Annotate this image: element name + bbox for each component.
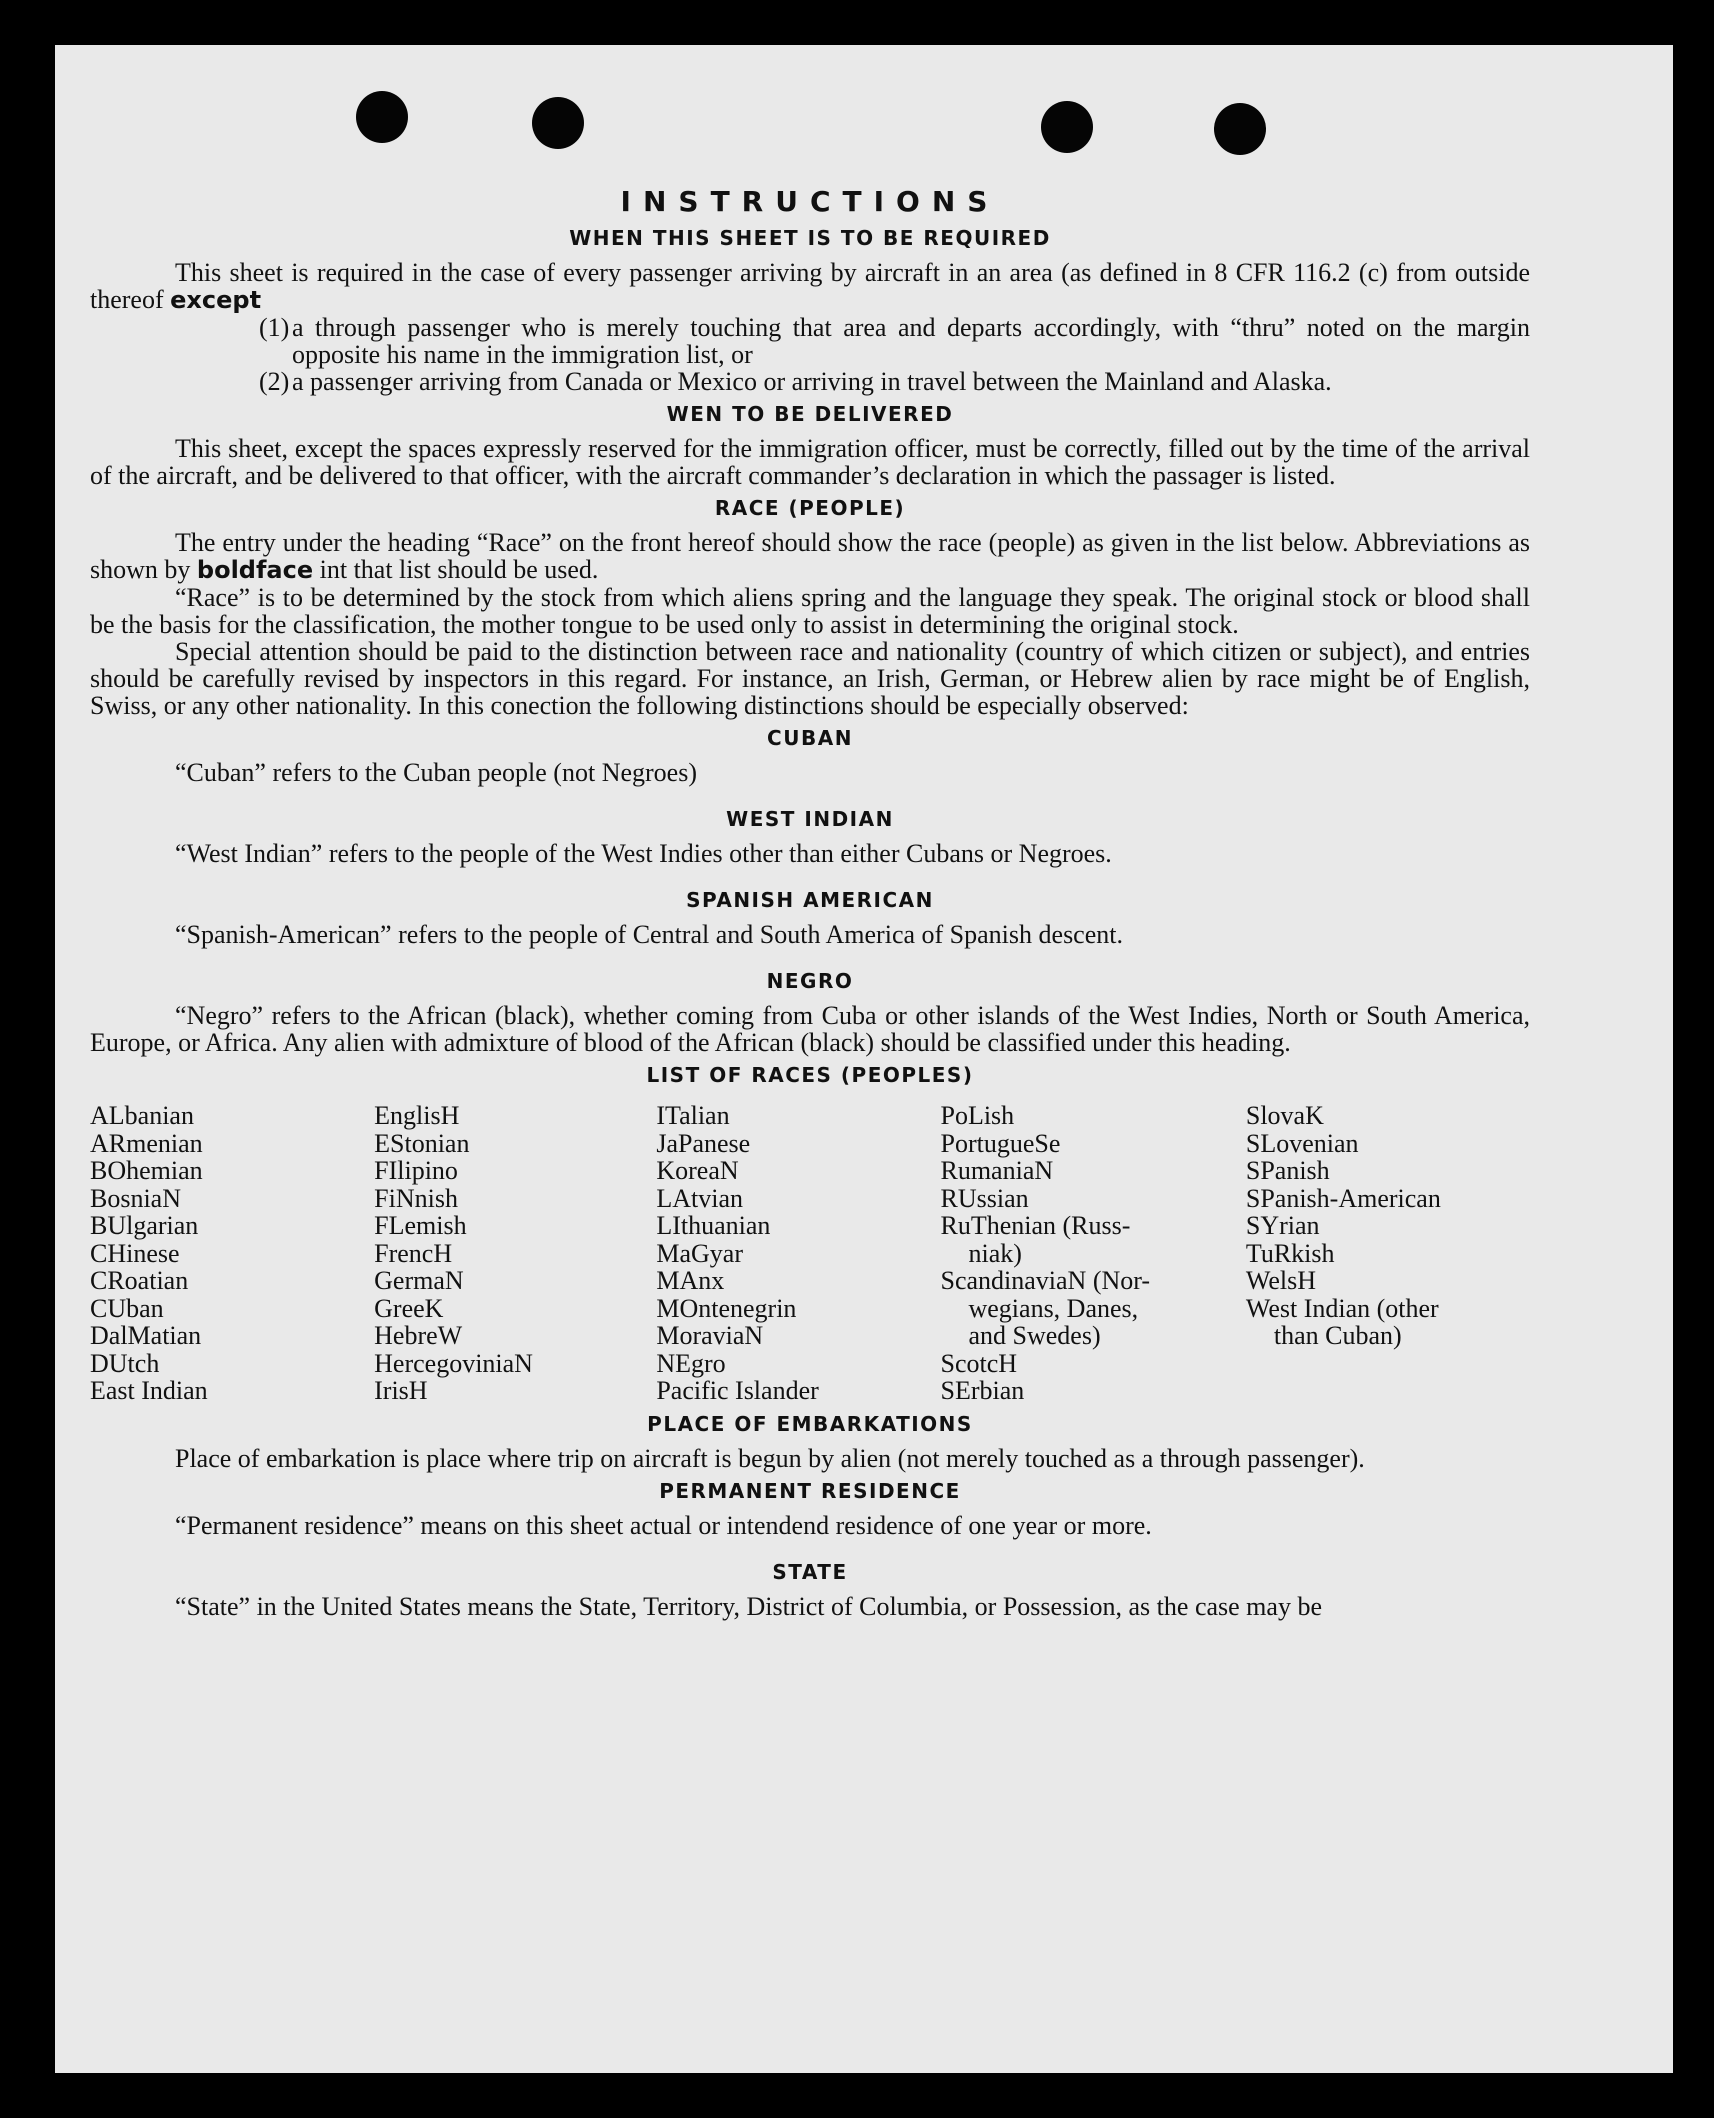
race-entry: CRoatian [90,1266,189,1295]
race-paragraph-2: “Race” is to be determined by the stock from which aliens spring and the language they speak. The original stock or blood shall be the basis for the classification, the mother tongue to be used only to assist in determining the original stock. [90,583,1530,639]
negro-text: “Negro” refers to the African (black), whether coming from Cuba or other islands of the West Indies, North or South America, Europe, or Africa. Any alien with admixture of blood of the African (black) should be classified under this heading. [90,1001,1530,1057]
spanish-american-text: “Spanish-American” refers to the people of Central and South America of Spanish descent. [175,920,1123,949]
race-entry: HebreW [374,1321,463,1350]
races-column [940,1102,1245,1405]
race-entry: WelsH [1245,1266,1316,1295]
race-entry: FiNnish [374,1183,458,1213]
race-entry: CHinese [90,1238,180,1268]
race-entry: PoLish [940,1101,1015,1130]
race-entry: ALbanian [90,1101,194,1130]
section-heading-state: STATE [772,1559,848,1584]
races-column [374,1102,656,1405]
boldface-bold-text: boldface [196,556,314,584]
race-entry: SYrian [1245,1211,1320,1240]
race-paragraph-1-tail: int that list should be used. [319,555,599,584]
races-list [90,1096,1530,1405]
race-entry: SlovaK [1245,1101,1324,1130]
section-heading-when-required: WHEN THIS SHEET IS TO BE REQUIRED [569,226,1051,250]
race-entry: RumaniaN [940,1156,1054,1185]
race-entry: LAtvian [656,1183,743,1213]
race-entry: GreeK [374,1293,444,1323]
race-entry: ScotcH [940,1348,1018,1378]
race-entry: CUban [90,1293,164,1323]
exception-item-number: (2) [259,367,290,396]
punch-hole [532,97,584,149]
state-text: “State” in the United States means the State, Territory, District of Columbia, or Possession, as the case may be [175,1591,1322,1621]
section-heading-place-of-embarkation: PLACE OF EMBARKATIONS [647,1411,973,1436]
race-entry: GermaN [374,1266,464,1295]
section-heading-negro: NEGRO [766,969,854,993]
race-entry: NEgro [656,1348,726,1378]
west-indian-text: “West Indian” refers to the people of the West Indies other than either Cubans or Negroes. [175,839,1112,868]
race-entry: SErbian [940,1376,1025,1405]
instructions-content [90,185,1530,1620]
exception-item-text: a through passenger who is merely touching that area and departs accordingly, with “thru” noted on the margin opposite his name in the immigration list, or [292,313,1530,369]
race-entry: Pacific Islander [656,1376,819,1405]
document-sheet [55,45,1673,2073]
race-entry: RuThenian (Russ- [940,1211,1131,1240]
race-entry: RUssian [940,1183,1029,1213]
race-paragraph-3: Special attention should be paid to the distinction between race and nationality (country of which citizen or subject), and entries should be carefully revised by inspectors in this regard. For instance, an Irish, German, or Hebrew alien by race might be of English, Swiss, or any other nationality. In this conection the following distinctions should be especially observed: [90,637,1530,720]
exception-item-number: (1) [259,313,290,342]
section-heading-list-of-races: LIST OF RACES (PEOPLES) [646,1063,974,1087]
race-entry: MaGyar [656,1238,743,1268]
races-column [1246,1102,1530,1405]
when-required-text-main: This sheet is required in the case of every passenger arriving by aircraft in an area (as defined in 8 CFR 116.2 (c) from outside thereof [90,258,1530,314]
race-entry: SLovenian [1245,1128,1359,1158]
place-of-embarkation-text: Place of embarkation is place where trip on aircraft is begun by alien (not merely touched as a through passenger). [175,1443,1365,1473]
race-entry: SPanish [1245,1156,1330,1185]
race-entry: KoreaN [656,1156,739,1185]
race-entry-continued: wegians, Danes, [968,1293,1139,1323]
race-entry: LIthuanian [656,1211,771,1240]
race-entry: East Indian [90,1376,208,1405]
race-entry: FLemish [374,1211,467,1240]
race-entry: ScandinaviaN (Nor- [940,1266,1151,1295]
race-entry-continued: niak) [968,1238,1022,1268]
race-entry: MoraviaN [656,1321,764,1350]
section-heading-west-indian: WEST INDIAN [726,807,894,831]
race-entry: MAnx [656,1266,725,1295]
permanent-residence-text: “Permanent residence” means on this sheet actual or intendend residence of one year or more. [175,1510,1152,1540]
section-heading-cuban: CUBAN [767,726,853,750]
race-entry: HercegoviniaN [374,1348,533,1378]
exception-item-text: a passenger arriving from Canada or Mexico or arriving in travel between the Mainland and Alaska. [292,367,1332,396]
except-bold-text: except [170,286,262,314]
race-entry: West Indian (other [1245,1293,1439,1323]
exception-item [90,368,1530,395]
race-entry: IrisH [374,1376,428,1405]
races-column [90,1102,374,1405]
race-paragraph-1 [90,529,1530,584]
exception-item [90,314,1530,368]
section-heading-when-delivered: WEN TO BE DELIVERED [666,402,954,426]
punch-hole [356,91,408,143]
section-heading-race: RACE (PEOPLE) [714,496,906,520]
race-entry-continued: and Swedes) [968,1321,1101,1350]
race-entry: SPanish-American [1245,1183,1441,1213]
race-entry: EStonian [374,1128,470,1158]
race-entry: BUlgarian [90,1211,199,1240]
race-entry: DalMatian [90,1321,202,1350]
punch-hole [1214,103,1266,155]
race-entry: BosniaN [90,1183,181,1213]
race-entry: PortugueSe [940,1128,1061,1158]
race-entry: JaPanese [656,1128,751,1158]
punch-hole [1041,101,1093,153]
section-heading-spanish-american: SPANISH AMERICAN [686,888,934,912]
race-entry: MOntenegrin [656,1293,797,1323]
cuban-text: “Cuban” refers to the Cuban people (not Negroes) [175,758,697,787]
race-entry: FIlipino [374,1156,458,1185]
race-paragraph-1-text: The entry under the heading “Race” on the front hereof should show the race (people) as given in the list below. Abbreviations as shown by [90,528,1530,584]
race-entry: ARmenian [90,1128,203,1158]
race-entry: FrencH [374,1238,453,1268]
page-title: INSTRUCTIONS [620,185,1000,218]
when-delivered-text: This sheet, except the spaces expressly reserved for the immigration officer, must be correctly, filled out by the time of the arrival of the aircraft, and be delivered to that officer, with the aircraft commander’s declaration in which the passager is listed. [90,434,1530,490]
races-column [656,1102,940,1405]
section-heading-permanent-residence: PERMANENT RESIDENCE [659,1478,961,1503]
when-required-text [90,259,1530,314]
race-entry: BOhemian [90,1156,203,1185]
race-entry: ITalian [656,1101,730,1130]
race-entry: EnglisH [374,1101,460,1130]
race-entry: DUtch [90,1348,160,1378]
race-entry-continued: than Cuban) [1273,1321,1402,1350]
race-entry: TuRkish [1245,1238,1335,1268]
